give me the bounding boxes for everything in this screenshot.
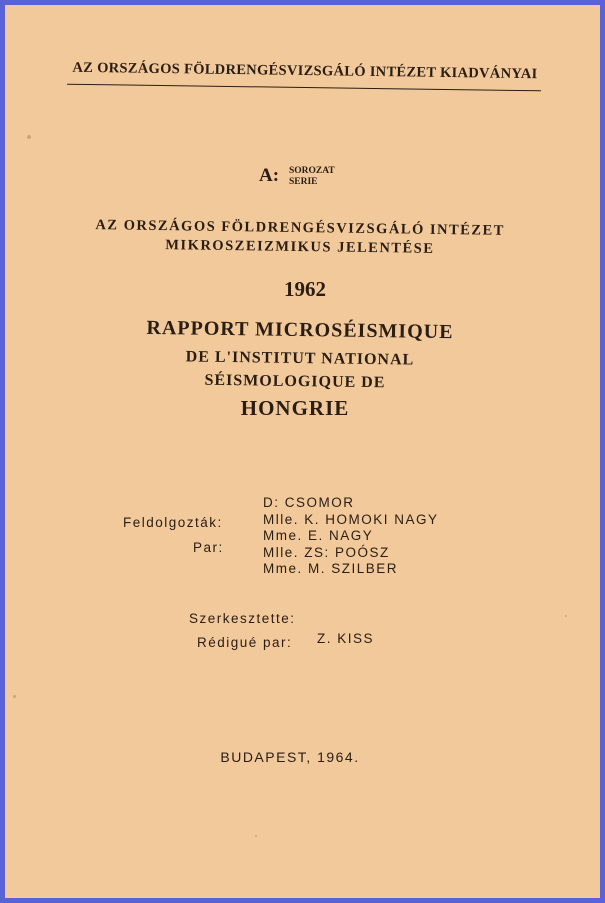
author-name: Mme. M. SZILBER: [263, 561, 399, 576]
edited-by-label-hu: Szerkesztette:: [189, 611, 296, 626]
french-title-line1: RAPPORT MICROSÉISMIQUE: [146, 316, 454, 344]
imprint: BUDAPEST, 1964.: [220, 749, 360, 765]
french-title-line2: DE L'INSTITUT NATIONAL: [185, 348, 415, 369]
series-label-hu: SOROZAT: [289, 166, 335, 176]
author-name: Mme. E. NAGY: [263, 528, 374, 543]
french-title-line3: SÉISMOLOGIQUE DE: [204, 371, 386, 392]
author-name: D: CSOMOR: [263, 495, 355, 510]
paper-speck: [27, 135, 31, 139]
series-labels: [289, 166, 335, 188]
hungarian-title-line1: AZ ORSZÁGOS FÖLDRENGÉSVIZSGÁLÓ INTÉZET: [95, 217, 505, 239]
french-title-line4: HONGRIE: [240, 396, 350, 420]
report-year: 1962: [284, 277, 326, 301]
edited-by-label-fr: Rédigué par:: [197, 635, 293, 650]
paper-speck: [565, 615, 567, 617]
series-label-fr: SERIE: [289, 177, 318, 187]
series-letter: A:: [259, 165, 280, 186]
hungarian-title: [65, 216, 535, 261]
hungarian-title-line2: MIKROSZEIZMIKUS JELENTÉSE: [165, 237, 435, 257]
author-name: Mlle. ZS: POÓSZ: [263, 544, 390, 560]
paper-speck: [255, 835, 257, 837]
author-name: Mlle. K. HOMOKI NAGY: [263, 511, 439, 527]
editor-name: Z. KISS: [317, 631, 375, 646]
publisher-header: AZ ORSZÁGOS FÖLDRENGÉSVIZSGÁLÓ INTÉZET KIADVÁNYAI: [72, 59, 538, 83]
paper-speck: [13, 695, 16, 698]
author-list: [263, 495, 439, 578]
processed-by-label-fr: Par:: [193, 540, 224, 555]
processed-by-label-hu: Feldolgozták:: [123, 515, 223, 530]
header-rule: [67, 84, 541, 92]
